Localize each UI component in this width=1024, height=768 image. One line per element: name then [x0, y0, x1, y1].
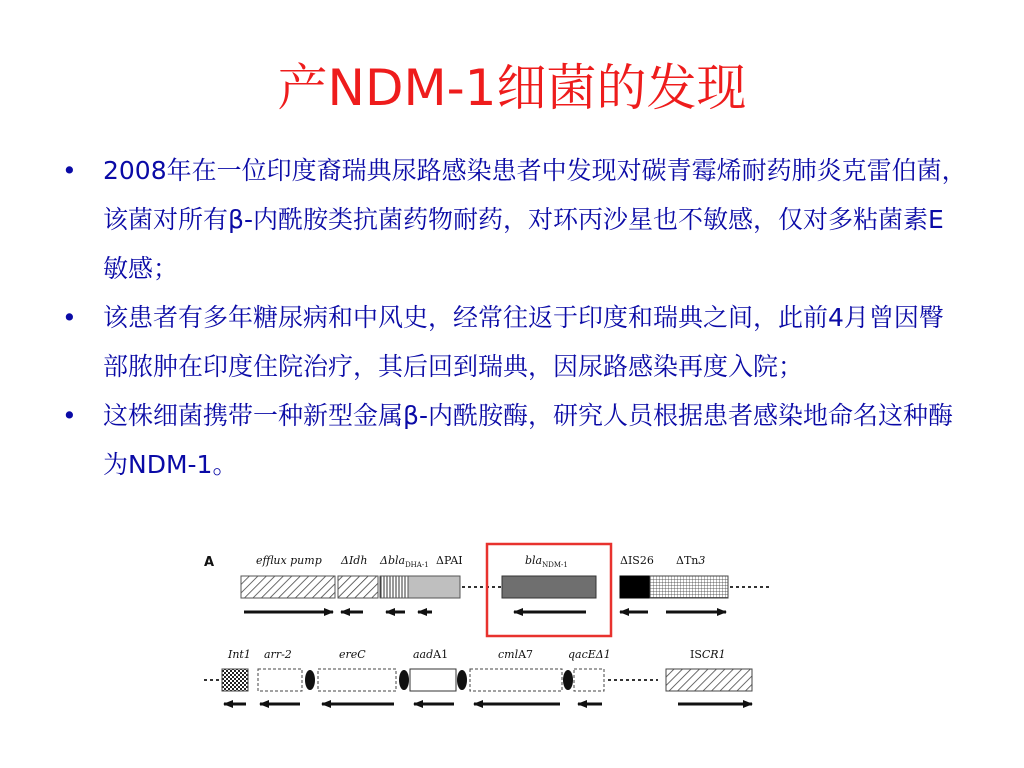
arr2-gene [258, 669, 302, 691]
int1-gene [222, 669, 248, 691]
pai-gene [408, 576, 460, 598]
cmla7-gene [470, 669, 562, 691]
att-site [305, 670, 315, 690]
gene-label: ΔIS26 [620, 554, 654, 567]
gene-label: bla$_{NDM-1}$ [525, 554, 568, 569]
gene-label: efflux pump [256, 554, 322, 567]
gene-label: Int1 [228, 648, 251, 661]
gene-label: ΔTn3 [676, 554, 706, 567]
bla-ndm1-gene [502, 576, 596, 598]
att-site [563, 670, 573, 690]
efflux-pump-gene [241, 576, 335, 598]
gene-label: ISCR1 [690, 648, 726, 661]
bullet-item: • 2008年在一位印度裔瑞典尿路感染患者中发现对碳青霉烯耐药肺炎克雷伯菌，该菌对所有β-内酰胺类抗菌药物耐药，对环丙沙星也不敏感，仅对多粘菌素E敏感； [62, 146, 967, 293]
bullet-item: • 这株细菌携带一种新型金属β-内酰胺酶，研究人员根据患者感染地命名这种酶为NDM-1。 [62, 391, 967, 489]
att-site [457, 670, 467, 690]
gene-label: ΔIdh [341, 554, 368, 567]
erec-gene [318, 669, 396, 691]
gene-map-figure [200, 540, 780, 716]
is26-gene [620, 576, 650, 598]
aada1-gene [410, 669, 456, 691]
gene-label: cmlA7 [498, 648, 534, 661]
iscr1-gene [666, 669, 752, 691]
gene-label: ereC [339, 648, 366, 661]
gene-label: qacEΔ1 [568, 648, 611, 661]
gene-label: arr-2 [264, 648, 292, 661]
bullet-list [62, 146, 967, 489]
bla-dha1-gene [380, 576, 408, 598]
gene-label: ΔPAI [436, 554, 463, 567]
panel-label: A [204, 555, 215, 570]
qace-gene [574, 669, 604, 691]
att-site [399, 670, 409, 690]
gene-label: aadA1 [413, 648, 449, 661]
bullet-item: • 该患者有多年糖尿病和中风史，经常往返于印度和瑞典之间，此前4月曾因臀部脓肿在印度住院治疗，其后回到瑞典，因尿路感染再度入院； [62, 293, 967, 391]
tn3-gene [650, 576, 728, 598]
slide-title: 产NDM-1细菌的发现 [277, 59, 747, 117]
gene-label: Δbla$_{DHA-1}$ [380, 554, 429, 569]
idh-gene [338, 576, 378, 598]
